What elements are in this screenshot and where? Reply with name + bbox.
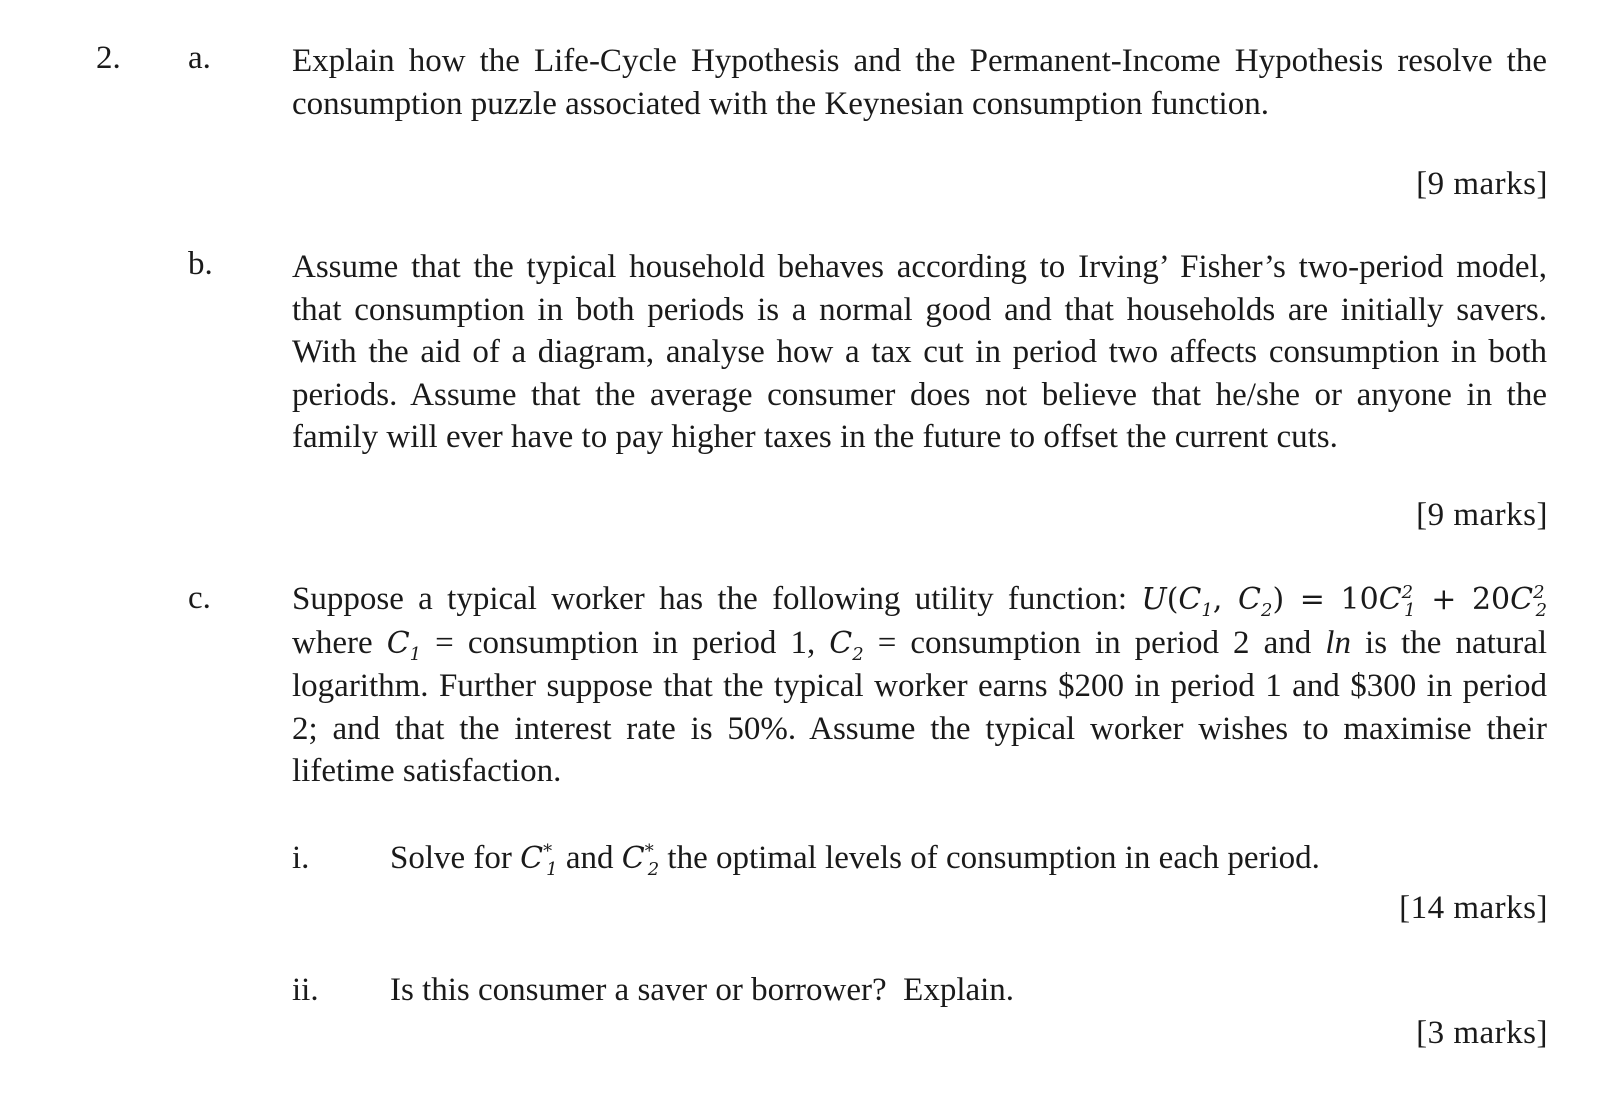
subpart-i-text: [390, 840, 1320, 880]
part-c-def1: = consumption in period 1,: [435, 624, 816, 661]
subpart-i-solve-for: Solve for: [390, 840, 512, 876]
utility-paren-open: (: [1166, 582, 1179, 617]
part-c-where: where: [292, 624, 373, 661]
utility-function-formula: U: [1141, 582, 1167, 617]
part-c-label: c.: [188, 580, 211, 616]
subpart-ii-marks: [3 marks]: [1416, 1015, 1548, 1051]
subpart-i-marks: [14 marks]: [1399, 890, 1548, 926]
c2-star-symbol: $C^*_2$: [621, 841, 660, 880]
utility-comma: ,: [1212, 582, 1239, 617]
c1-star-symbol: $C^*_1$: [520, 841, 558, 880]
utility-term-c2-squared: $C^2_2$: [1510, 582, 1548, 621]
question-number: 2.: [96, 40, 121, 76]
subpart-i-and: and: [565, 840, 614, 876]
utility-arg-c2: $C_2$: [1238, 582, 1273, 621]
utility-arg-c1: $C_1$: [1178, 582, 1213, 621]
subpart-i-label: i.: [292, 840, 310, 876]
part-b-text: Assume that the typical household behaves according to Irving’ Fisher’s two-period model, that consumption in both periods is a normal good and that households are initially savers. With the aid of a diagram, analyse how a tax cut in period two affects consumption in both periods. Assume that the average consumer does not believe that he/she or anyone in the family will ever have to pay higher taxes in the future to offset the current cuts.: [292, 249, 1547, 455]
part-c-ln: ln: [1325, 624, 1351, 661]
utility-term-c1-squared: $C^2_1$: [1378, 582, 1416, 621]
part-a-text: Explain how the Life-Cycle Hypothesis and the Permanent-Income Hypothesis resolve the consumption puzzle associated with the Keynesian consumption function.: [292, 43, 1547, 122]
subpart-ii-text: Is this consumer a saver or borrower? Explain.: [390, 972, 1015, 1008]
c1-symbol: $C_1$: [386, 625, 422, 665]
part-b-label: b.: [188, 246, 213, 282]
utility-paren-close: ) = 10: [1272, 582, 1379, 617]
subpart-i-rest: the optimal levels of consumption in each period.: [667, 840, 1320, 876]
part-a-label: a.: [188, 40, 211, 76]
c2-symbol: $C_2$: [829, 625, 864, 665]
part-a-marks: [9 marks]: [1416, 166, 1548, 202]
part-b-marks: [9 marks]: [1416, 497, 1548, 533]
part-c-intro: Suppose a typical worker has the following utility function:: [292, 581, 1128, 617]
part-c-rest: the natural logarithm. Further suppose that the typical worker earns $200 in period 1 and $300 in period 2; and that the interest rate is 50%. Assume the typical worker wishes to maximise their lifetime satisfaction.: [292, 624, 1548, 789]
utility-plus: + 20: [1415, 582, 1511, 617]
part-c-is: is: [1365, 624, 1388, 661]
subpart-ii-label: ii.: [292, 972, 319, 1008]
part-c-def2: = consumption in period 2 and: [877, 624, 1312, 661]
part-c-text: [292, 578, 1547, 793]
